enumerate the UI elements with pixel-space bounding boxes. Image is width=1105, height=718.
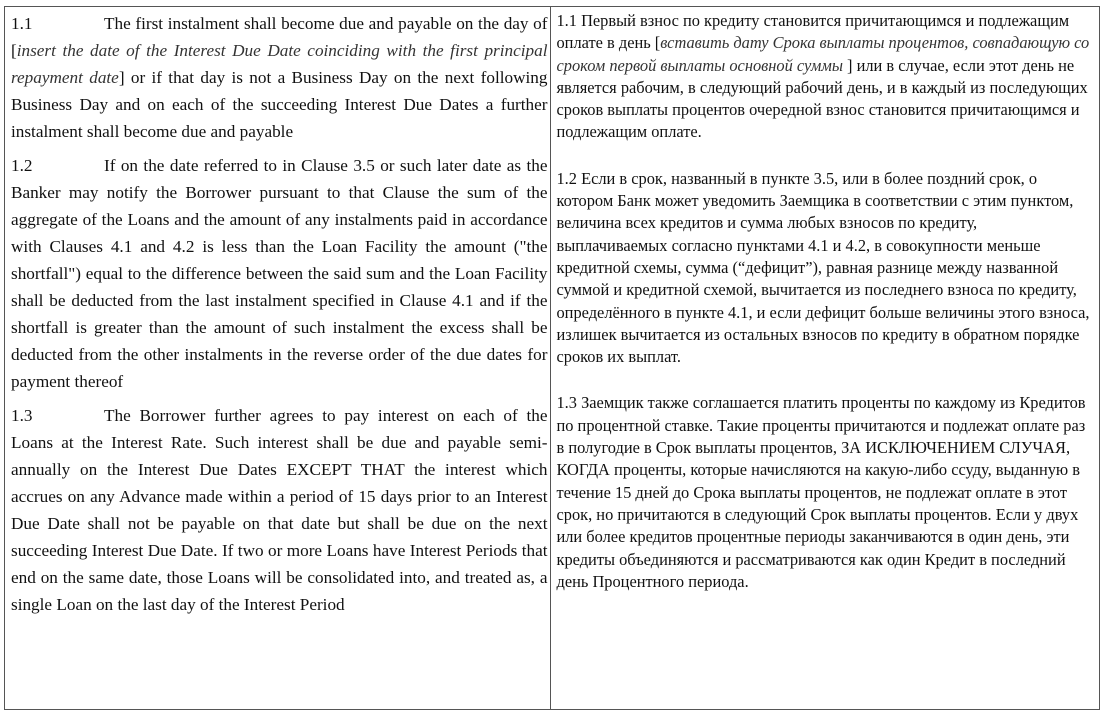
russian-clause-1-3 [556, 392, 1091, 593]
english-column[interactable] [5, 7, 551, 710]
clause-text-after: ] or if that day is not a Business Day on the next following Business Day and on each of the succeeding Interest Due Dates a further instalment shall become due and payable [11, 68, 548, 141]
clause-text-before: 1.1 Первый взнос по кредиту становится причитающимся и подлежащим оплате в день [ [556, 11, 1070, 53]
clause-text-before: The first instalment shall become due and payable on the day of [ [11, 14, 548, 60]
clause-text: The Borrower further agrees to pay interest on each of the Loans at the Interest Rate. Such interest shall be due and payable semi-annually on the Interest Due Dates EXCEPT THAT the interest which accrues on any Advance made within a period of 15 days prior to an Interest Due Date shall not be payable on that date but shall be due on the next succeeding Interest Due Date. If two or more Loans have Interest Periods that end on the same date, those Loans will be consolidated into, and treated as, a single Loan on the last day of the Interest Period [11, 406, 548, 614]
english-clause-1-1 [11, 10, 547, 145]
russian-clause-1-1 [556, 10, 1091, 144]
clause-number: 1.2 [11, 156, 33, 175]
clause-text: 1.3 Заемщик также соглашается платить проценты по каждому из Кредитов по процентной ставке. Такие проценты причитаются и подлежат оплате раз в полугодие в Срок выплаты процентов, ЗА ИСКЛЮЧЕНИЕМ СЛУЧАЯ, КОГДА проценты, которые начисляются на какую-либо ссуду, выданную в течение 15 дней до Срока выплаты процентов, не подлежат оплате в этот срок, но причитаются в следующий Срок выплаты процентов. Если у двух или более кредитов процентные периоды заканчиваются в один день, эти кредиты объединяются и рассматриваются как один Кредит в последний день Процентного периода. [556, 393, 1086, 591]
clause-text: 1.2 Если в срок, названный в пункте 3.5, или в более поздний срок, о котором Банк может уведомить Заемщика в соответствии с этим пунктом, величина всех кредитов и сумма любых взносов по кредиту, выплачиваемых согласно пунктами 4.1 и 4.2, в совокупности меньше кредитной схемы, сумма (“дефицит”), равная разнице между названной суммой и кредитной схемой, вычитается из последнего взноса по кредиту, определённого в пункте 4.1, и если дефицит больше величины этого взноса, излишек вычитается из остальных взносов по кредиту в обратном порядке сроков их выплат. [556, 168, 1090, 367]
english-clause-1-2 [11, 152, 547, 395]
clause-text-after: ] или в случае, если этот день не является рабочим, в следующий рабочий день, и в каждый из последующих сроков выплаты процентов очередной взнос становится причитающимся и подлежащим оплате. [556, 55, 1088, 142]
clause-number: 1.1 [11, 14, 33, 33]
clause-text: If on the date referred to in Clause 3.5 or such later date as the Banker may notify the Borrower pursuant to that Clause the sum of the aggregate of the Loans and the amount of any instalments paid in accordance with Clauses 4.1 and 4.2 is less than the Loan Facility the amount ("the shortfall") equal to the difference between the said sum and the Loan Facility shall be deducted from the last instalment specified in Clause 4.1 and if the shortfall is greater than the amount of such instalment the excess shall be deducted from the other instalments in the reverse order of the due dates for payment thereof [11, 156, 548, 391]
clause-placeholder-italic: insert the date of the Interest Due Date coinciding with the first principal repayment date [11, 41, 548, 87]
bilingual-clause-table [4, 6, 1100, 710]
clause-placeholder-italic: вставить дату Срока выплаты процентов, совпадающую со сроком первой выплаты основной суммы [556, 33, 1090, 75]
russian-column[interactable] [551, 7, 1100, 710]
russian-clause-1-2 [556, 168, 1091, 369]
table-row [5, 7, 1100, 710]
clause-number: 1.3 [11, 406, 33, 425]
english-clause-1-3 [11, 402, 547, 618]
